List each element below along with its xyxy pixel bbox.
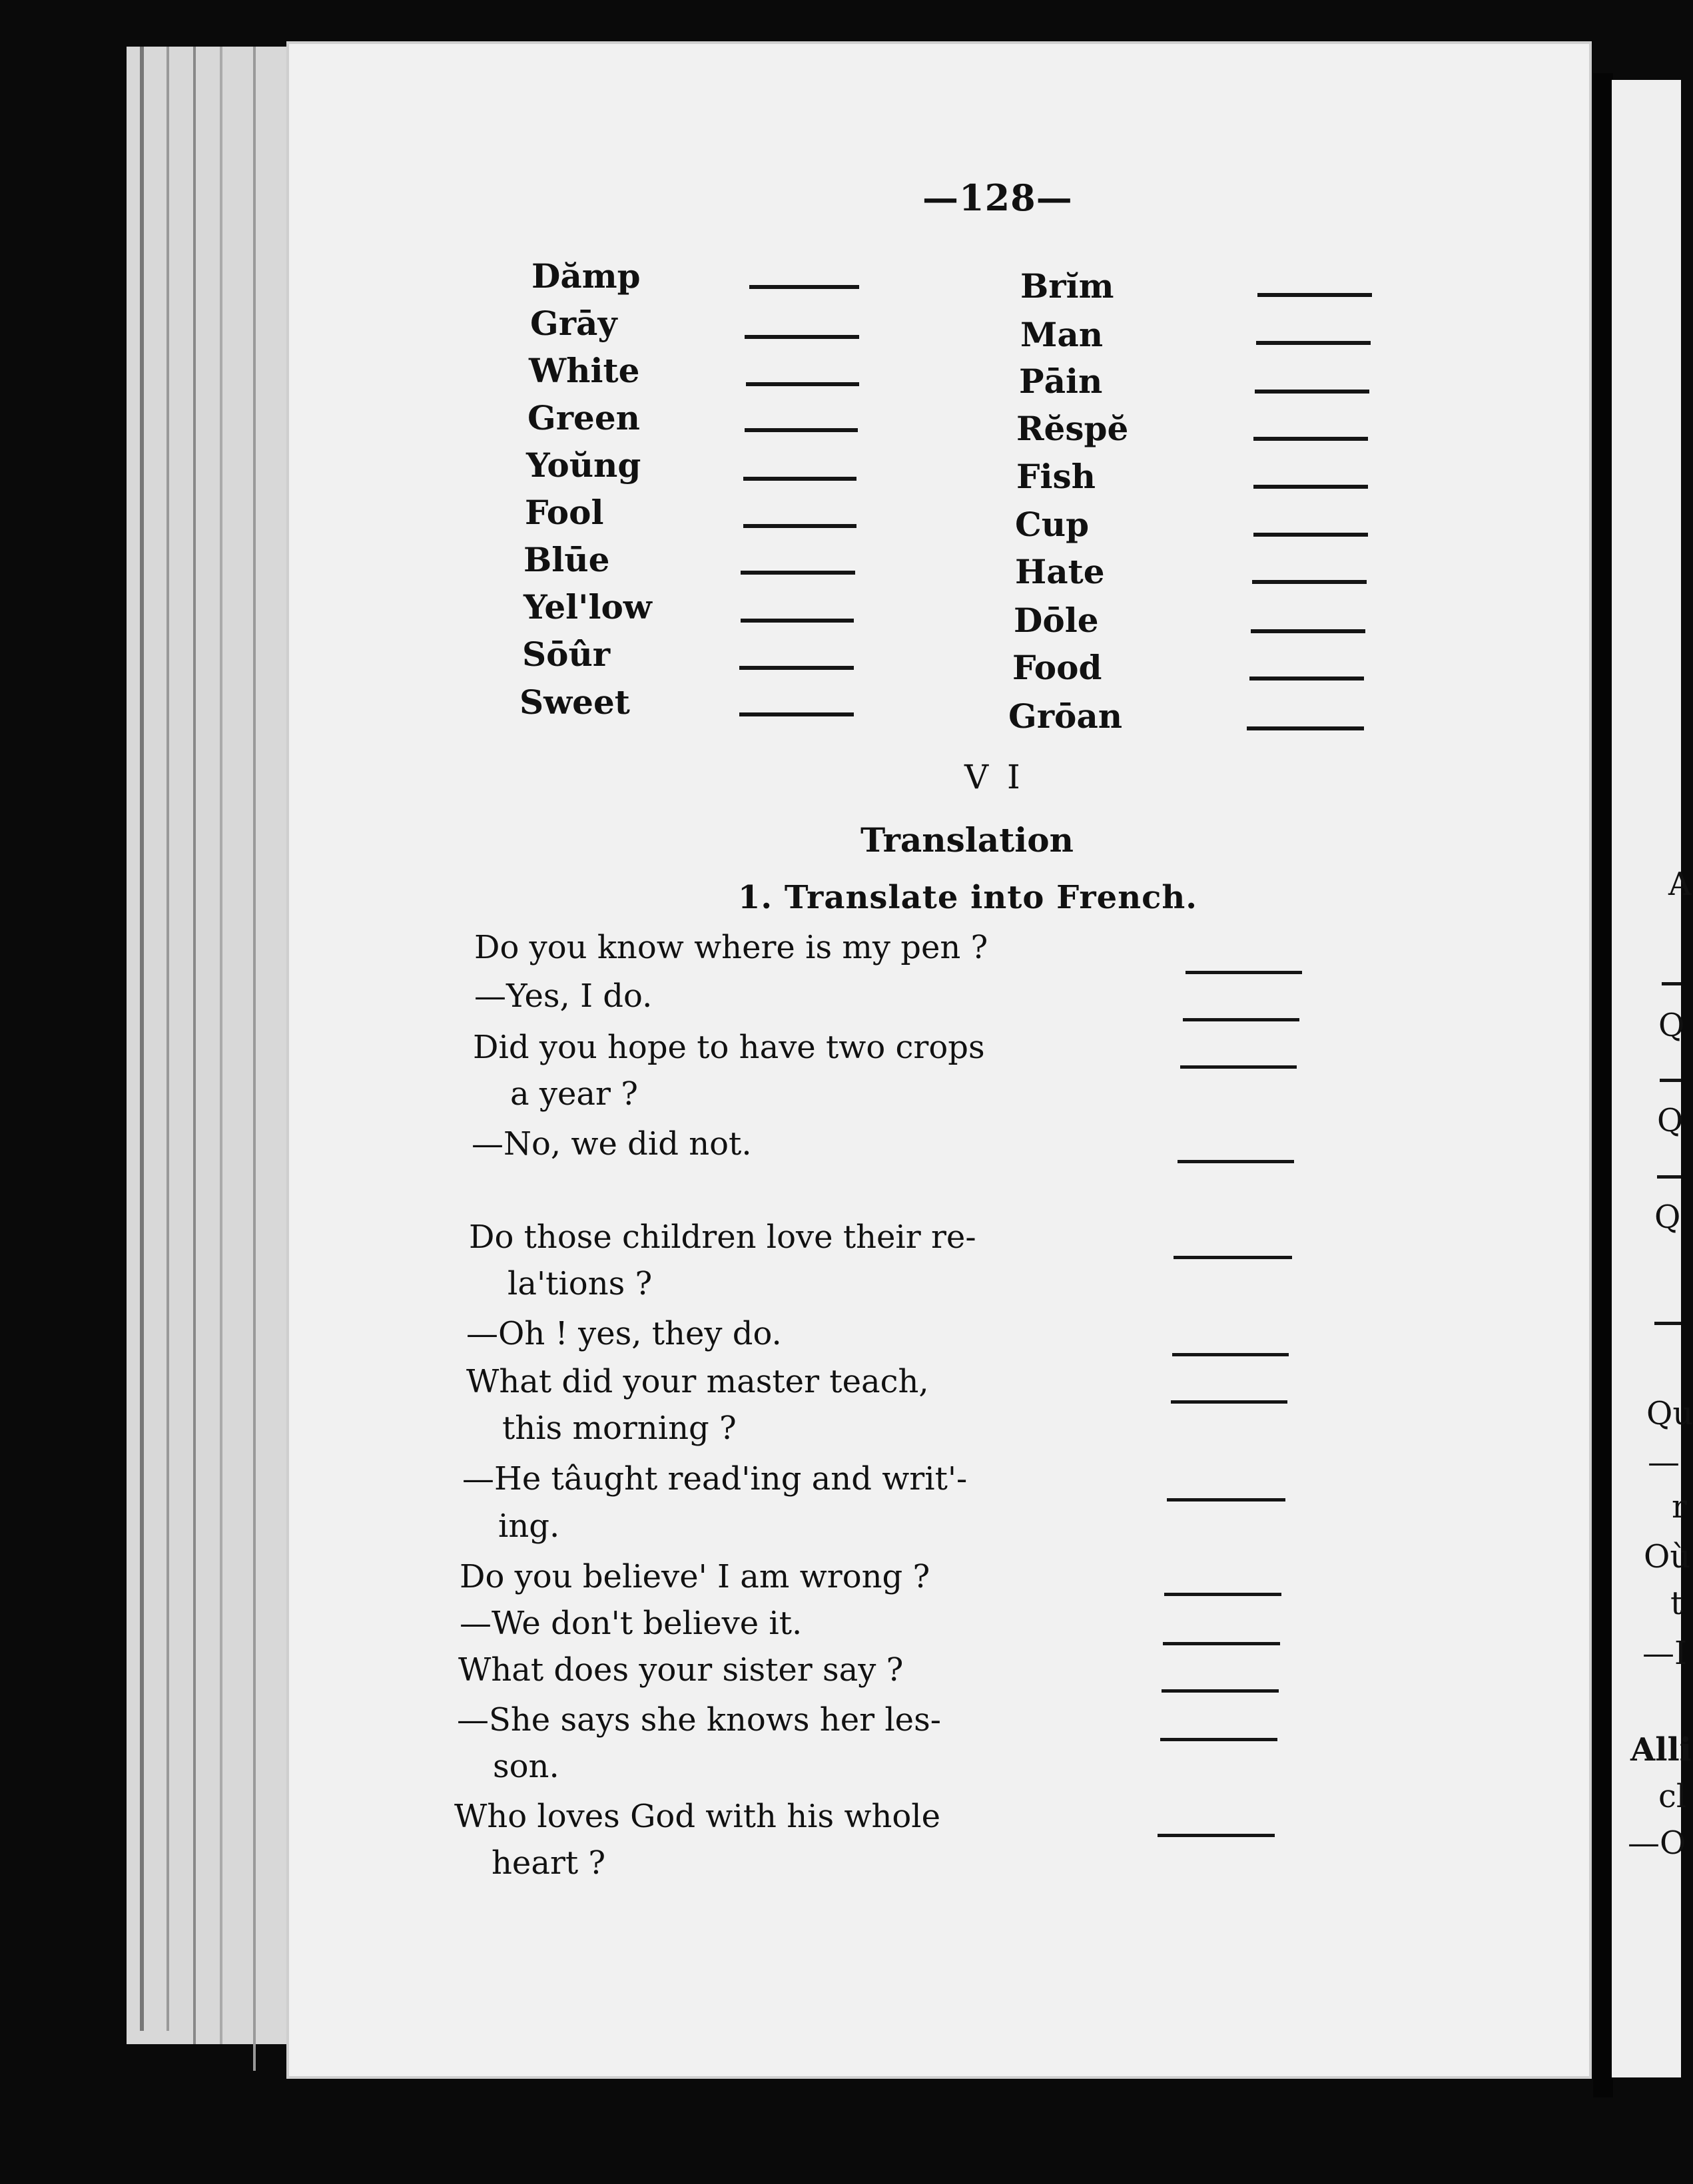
sentence-line: la'tions ? [508, 1265, 653, 1302]
answer-blank [1163, 1642, 1280, 1645]
facing-page-fragment: —I [1642, 1635, 1687, 1672]
sentence-line: son. [493, 1748, 559, 1785]
answer-blank [1162, 1689, 1279, 1693]
edge-line [140, 47, 144, 2031]
vocab-word: Fool [525, 493, 604, 532]
answer-blank [1180, 1065, 1297, 1069]
sentence-line: heart ? [492, 1844, 606, 1882]
facing-page-fragment: — [1648, 1444, 1680, 1481]
sentence-line: —Oh ! yes, they do. [466, 1315, 782, 1352]
answer-blank [1171, 1400, 1287, 1404]
page-number: —128— [922, 176, 1073, 219]
vocab-word: Pāin [1019, 362, 1103, 401]
facing-page-fragment: t [1670, 1585, 1684, 1622]
facing-page-rule [1660, 1079, 1681, 1082]
facing-page-fragment: Q [1658, 1007, 1685, 1044]
answer-blank [1255, 390, 1369, 394]
sentence-line: What did your master teach, [466, 1363, 929, 1400]
sentence-line: a year ? [510, 1075, 638, 1113]
answer-blank [1249, 677, 1364, 681]
answer-blank [741, 571, 855, 575]
facing-page-fragment: —O [1628, 1824, 1686, 1862]
facing-page-fragment: r [1672, 1488, 1687, 1525]
answer-blank [1253, 437, 1368, 441]
facing-page-fragment: A [1668, 866, 1692, 903]
sentence-line: this morning ? [502, 1410, 737, 1447]
answer-blank [1185, 971, 1302, 974]
facing-page-rule [1654, 1322, 1681, 1325]
answer-blank [1158, 1834, 1275, 1837]
edge-line [167, 47, 169, 2031]
answer-blank [743, 524, 856, 528]
sentence-line: Who loves God with his whole [454, 1798, 941, 1835]
sentence-line: What does your sister say ? [458, 1651, 904, 1689]
facing-page-fragment: Q [1657, 1102, 1684, 1139]
sentence-line: Did you hope to have two crops [473, 1029, 985, 1066]
answer-blank [1247, 726, 1364, 730]
sentence-line: ing. [498, 1507, 560, 1545]
sentence-line: —He tâught read'ing and writ'- [462, 1460, 968, 1498]
section-title: Translation [860, 820, 1074, 860]
vocab-word: Grōan [1008, 696, 1123, 736]
exercise-heading: 1. Translate into French. [738, 879, 1197, 916]
vocab-word: Dămp [531, 256, 641, 296]
facing-page-fragment: cl [1658, 1778, 1687, 1815]
facing-page-fragment: Q [1654, 1199, 1681, 1236]
edge-line [253, 47, 256, 2071]
facing-page-fragment: Où [1644, 1538, 1691, 1575]
edge-line [193, 47, 196, 2044]
sentence-line: —Yes, I do. [474, 977, 653, 1015]
sentence-line: Do you know where is my pen ? [474, 929, 988, 966]
answer-blank [1253, 533, 1368, 537]
answer-blank [1164, 1593, 1281, 1596]
vocab-word: Cup [1015, 505, 1090, 544]
facing-page-rule [1657, 1175, 1681, 1179]
facing-page-fragment: Qu [1646, 1395, 1693, 1432]
answer-blank [1174, 1256, 1292, 1259]
answer-blank [739, 712, 854, 716]
sentence-line: —No, we did not. [472, 1125, 752, 1163]
vocab-word: Grāy [530, 304, 617, 343]
vocab-word: Sōûr [522, 635, 611, 674]
vocab-word: Sweet [519, 682, 630, 722]
answer-blank [749, 285, 859, 289]
sentence-line: —She says she knows her les- [457, 1701, 941, 1739]
answer-blank [1251, 629, 1365, 633]
vocab-word: Hate [1015, 552, 1105, 591]
section-number: V I [964, 758, 1024, 796]
vocab-word: Green [527, 398, 641, 437]
sentence-line: Do those children love their re- [469, 1219, 976, 1256]
facing-page-rule [1662, 982, 1681, 985]
answer-blank [741, 619, 854, 623]
answer-blank [1256, 341, 1371, 345]
vocab-word: Blūe [523, 540, 610, 579]
answer-blank [745, 335, 859, 339]
answer-blank [1172, 1353, 1289, 1356]
answer-blank [1167, 1498, 1285, 1502]
answer-blank [1253, 485, 1368, 489]
vocab-word: Yoŭng [526, 445, 641, 485]
edge-line [220, 47, 222, 2044]
vocab-word: Yel'low [523, 587, 652, 627]
vocab-word: Fish [1016, 457, 1096, 496]
answer-blank [745, 428, 858, 432]
vocab-word: Man [1020, 315, 1104, 354]
answer-blank [1257, 293, 1372, 297]
sentence-line: —We don't believe it. [460, 1605, 803, 1642]
facing-page-fragment: Alli [1630, 1731, 1692, 1769]
vocab-word: Rĕspĕ [1016, 409, 1129, 448]
vocab-word: White [529, 351, 640, 390]
answer-blank [1183, 1018, 1299, 1021]
answer-blank [739, 666, 854, 670]
sentence-line: Do you believe' I am wrong ? [460, 1558, 930, 1595]
answer-blank [1178, 1160, 1294, 1163]
vocab-word: Dōle [1014, 601, 1099, 640]
page-gutter [1593, 73, 1613, 2097]
answer-blank [746, 382, 859, 386]
book-edge [127, 47, 293, 2044]
vocab-word: Brĭm [1020, 266, 1114, 306]
answer-blank [743, 477, 856, 481]
vocab-word: Food [1012, 648, 1102, 687]
answer-blank [1252, 580, 1367, 584]
answer-blank [1160, 1738, 1277, 1741]
